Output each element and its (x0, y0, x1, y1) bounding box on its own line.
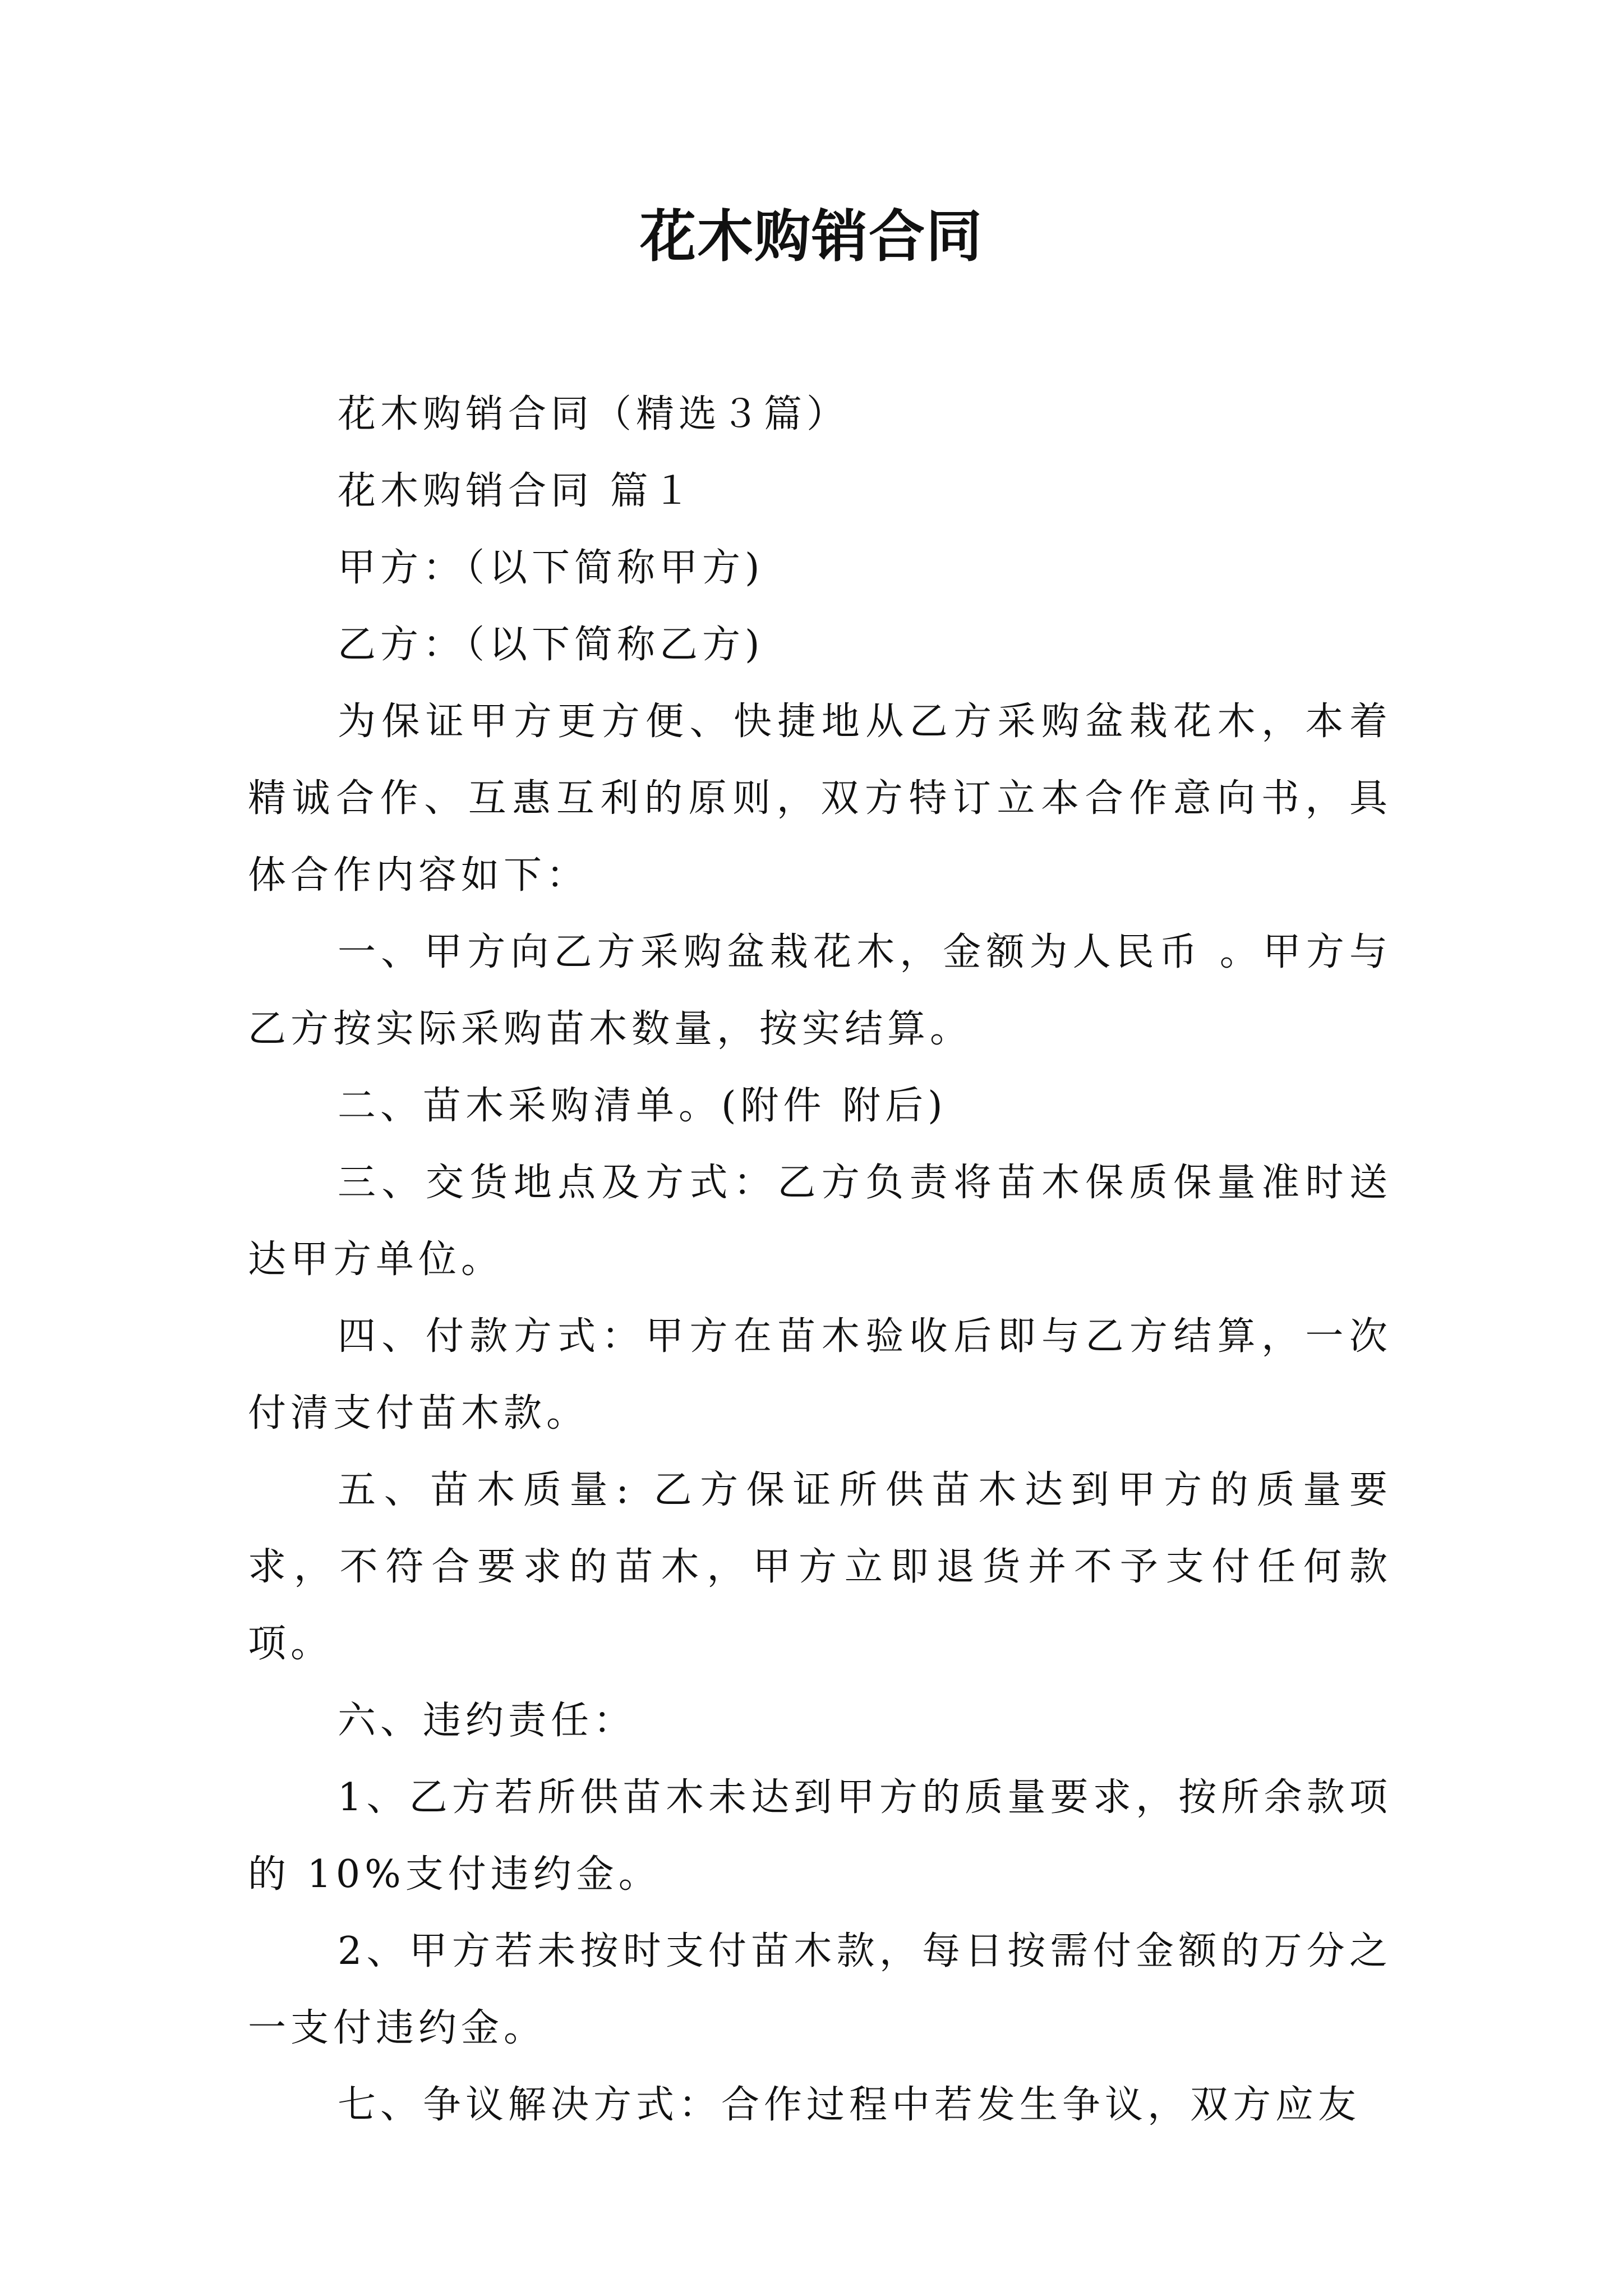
clause-6-item-1: 1、乙方若所供苗木未达到甲方的质量要求，按所余款项的 10%支付违约金。 (248, 1775, 1392, 1897)
preamble-paragraph: 为保证甲方更方便、快捷地从乙方采购盆栽花木，本着精诚合作、互惠互利的原则，双方特订立本合作意向书，具体合作内容如下： (248, 700, 1392, 898)
clause-1: 一、甲方向乙方采购盆栽花木，金额为人民币 。甲方与乙方按实际采购苗木数量，按实结算。 (248, 930, 1392, 1051)
section-heading: 花木购销合同 篇１ (338, 469, 695, 513)
clause-5: 五、苗木质量: 乙方保证所供苗木达到甲方的质量要求，不符合要求的苗木，甲方立即退货并不予支付任何款项。 (248, 1468, 1392, 1666)
clause-7: 七、争议解决方式：合作过程中若发生争议，双方应友 (338, 2083, 1361, 2127)
clause-6-item-2: 2、甲方若未按时支付苗木款，每日按需付金额的万分之一支付违约金。 (248, 1929, 1392, 2050)
document-body (248, 376, 1392, 2143)
party-b-line: 乙方：（以下简称乙方) (338, 623, 764, 667)
clause-3: 三、交货地点及方式：乙方负责将苗木保质保量准时送达甲方单位。 (248, 1161, 1392, 1282)
subtitle-selection: 花木购销合同（精选３篇） (338, 392, 850, 436)
clause-4: 四、付款方式：甲方在苗木验收后即与乙方结算，一次付清支付苗木款。 (248, 1314, 1392, 1435)
clause-6-heading: 六、违约责任： (338, 1699, 637, 1743)
document-title: 花木购销合同 (640, 204, 983, 269)
party-a-line: 甲方：（以下简称甲方) (338, 546, 764, 590)
clause-2: 二、苗木采购清单。(附件 附后) (338, 1084, 947, 1128)
